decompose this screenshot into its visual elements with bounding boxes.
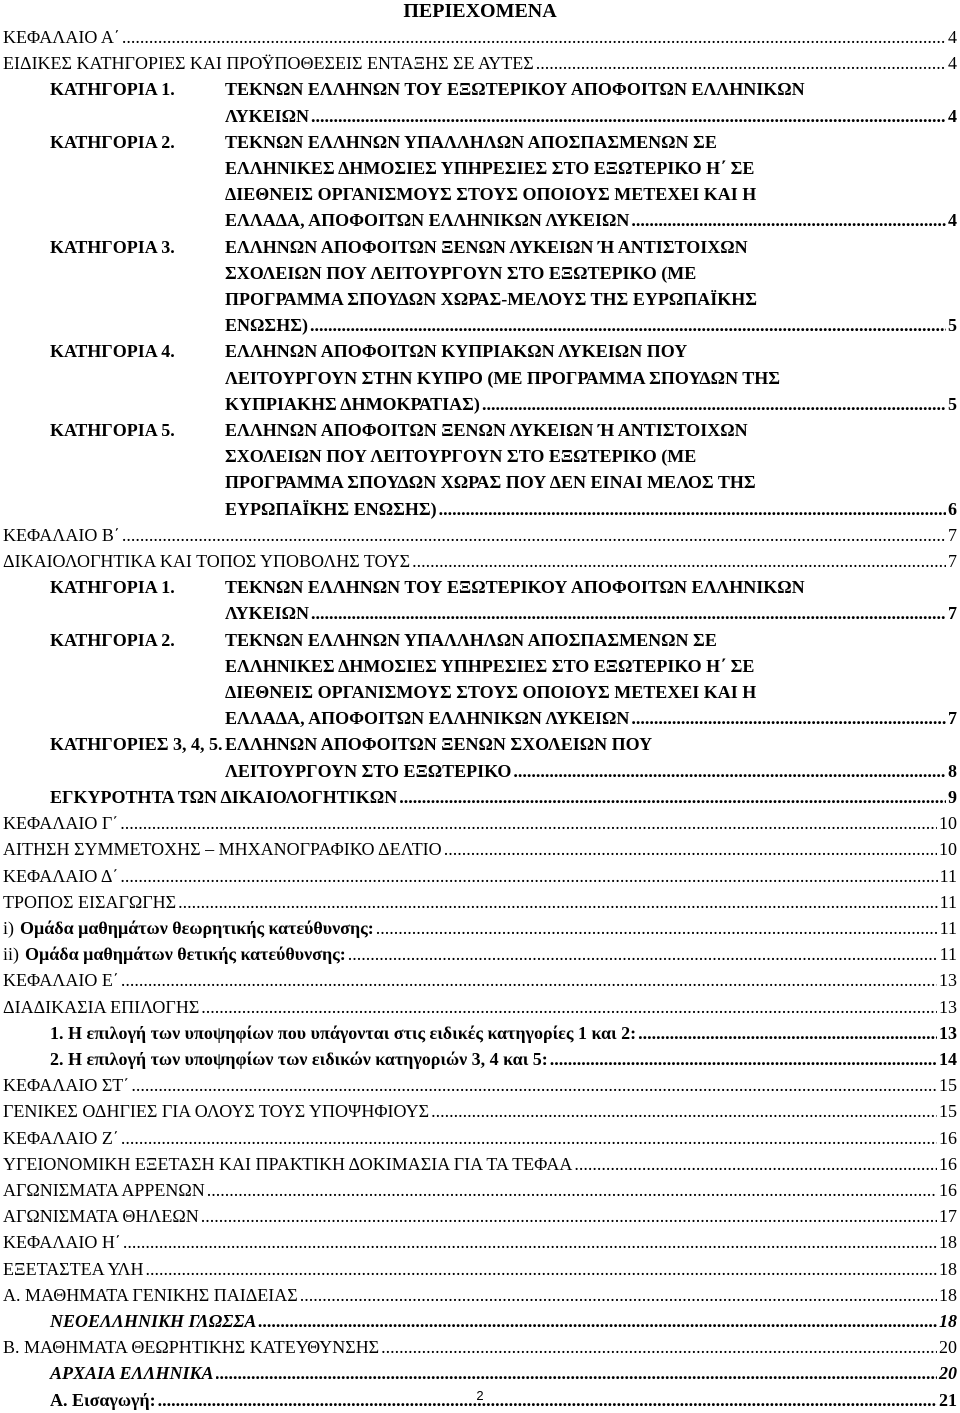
toc-entry-text: ΕΛΛΗΝΩΝ ΑΠΟΦΟΙΤΩΝ ΚΥΠΡΙΑΚΩΝ ΛΥΚΕΙΩΝ ΠΟΥ <box>225 341 688 362</box>
toc-entry-text: ΕΙΔΙΚΕΣ ΚΑΤΗΓΟΡΙΕΣ ΚΑΙ ΠΡΟΫΠΟΘΕΣΕΙΣ ΕΝΤΑΞΗΣ ΣΕ ΑΥΤΕΣ <box>3 53 534 74</box>
toc-entry[interactable] <box>3 810 957 836</box>
toc-page-number: 18 <box>939 1232 957 1253</box>
toc-page-number: 15 <box>939 1101 957 1122</box>
toc-leader-dots <box>300 1282 937 1308</box>
toc-entry-text: ΚΕΦΑΛΑΙΟ Β΄ <box>3 524 120 545</box>
toc-leader-dots <box>121 967 937 993</box>
toc-page-number: 11 <box>939 944 957 965</box>
toc-entry[interactable] <box>3 1334 957 1360</box>
toc-page-number: 7 <box>948 551 957 572</box>
toc-page-number: 10 <box>939 839 957 860</box>
toc-page-number: 5 <box>948 315 957 336</box>
toc-leader-dots <box>201 1203 937 1229</box>
toc-entry[interactable] <box>3 1256 957 1282</box>
toc-entry-text: 1. Η επιλογή των υποψηφίων που υπάγονται στις ειδικές κατηγορίες 1 και 2: <box>50 1022 637 1043</box>
toc-leader-dots <box>513 758 946 784</box>
toc-leader-dots <box>122 24 946 50</box>
toc-page-number: 14 <box>939 1048 957 1069</box>
page-number: 2 <box>476 1388 484 1403</box>
toc-entry[interactable] <box>3 941 957 967</box>
toc-entry-text: ΕΛΛΗΝΩΝ ΑΠΟΦΟΙΤΩΝ ΞΕΝΩΝ ΛΥΚΕΙΩΝ Ή ΑΝΤΙΣΤΟΙΧΩΝ <box>225 236 748 257</box>
toc-leader-dots <box>399 784 946 810</box>
toc-entry-text: Β. ΜΑΘΗΜΑΤΑ ΘΕΩΡΗΤΙΚΗΣ ΚΑΤΕΥΘΥΝΣΗΣ <box>3 1337 380 1358</box>
toc-leader-dots <box>121 1125 937 1151</box>
toc-entry-text: ΕΝΩΣΗΣ) <box>225 315 308 336</box>
toc-page-number: 16 <box>939 1127 957 1148</box>
toc-entry-text: ΑΓΩΝΙΣΜΑΤΑ ΘΗΛΕΩΝ <box>3 1206 199 1227</box>
toc-entry-prefix: i) <box>3 917 14 938</box>
toc-page-number: 6 <box>948 498 957 519</box>
toc-entry-prefix: ΚΑΤΗΓΟΡΙΑ 1. <box>50 79 175 100</box>
toc-entry-text: ΤΕΚΝΩΝ ΕΛΛΗΝΩΝ ΥΠΑΛΛΗΛΩΝ ΑΠΟΣΠΑΣΜΕΝΩΝ ΣΕ <box>225 629 717 650</box>
toc-leader-dots <box>348 941 938 967</box>
toc-page-number: 13 <box>939 1022 957 1043</box>
toc-entry-text: ΕΛΛΗΝΩΝ ΑΠΟΦΟΙΤΩΝ ΞΕΝΩΝ ΣΧΟΛΕΙΩΝ ΠΟΥ <box>225 734 653 755</box>
toc-entry-text: ΚΕΦΑΛΑΙΟ Γ΄ <box>3 813 119 834</box>
toc-entry-text: ΤΕΚΝΩΝ ΕΛΛΗΝΩΝ ΤΟΥ ΕΞΩΤΕΡΙΚΟΥ ΑΠΟΦΟΙΤΩΝ ΕΛΛΗΝΙΚΩΝ <box>225 577 805 598</box>
toc-entry-text: ΛΕΙΤΟΥΡΓΟΥΝ ΣΤΗΝ ΚΥΠΡΟ (ΜΕ ΠΡΟΓΡΑΜΜΑ ΣΠΟΥΔΩΝ ΤΗΣ <box>225 367 781 388</box>
toc-entry-prefix: ΚΑΤΗΓΟΡΙΑ 1. <box>50 577 175 598</box>
toc-entry[interactable] <box>3 1282 957 1308</box>
toc-entry-text: ΔΙΕΘΝΕΙΣ ΟΡΓΑΝΙΣΜΟΥΣ ΣΤΟΥΣ ΟΠΟΙΟΥΣ ΜΕΤΕΧΕΙ ΚΑΙ Η <box>225 184 757 205</box>
toc-entry[interactable] <box>3 1360 957 1386</box>
toc-leader-dots <box>431 1098 937 1124</box>
toc-leader-dots <box>638 1020 937 1046</box>
toc-entry-text: ΣΧΟΛΕΙΩΝ ΠΟΥ ΛΕΙΤΟΥΡΓΟΥΝ ΣΤΟ ΕΞΩΤΕΡΙΚΟ (ΜΕ <box>225 262 697 283</box>
toc-page-number: 13 <box>939 996 957 1017</box>
toc-entry[interactable] <box>3 417 957 522</box>
toc-leader-dots <box>376 915 938 941</box>
toc-entry-text: ΑΙΤΗΣΗ ΣΥΜΜΕΤΟΧΗΣ – ΜΗΧΑΝΟΓΡΑΦΙΚΟ ΔΕΛΤΙΟ <box>3 839 442 860</box>
toc-entry-text: ΝΕΟΕΛΛΗΝΙΚΗ ΓΛΩΣΣΑ <box>50 1310 257 1331</box>
toc-leader-dots <box>311 103 946 129</box>
toc-leader-dots <box>201 994 937 1020</box>
toc-entry[interactable] <box>3 627 957 732</box>
toc-entry[interactable] <box>3 784 957 810</box>
toc-entry[interactable] <box>3 1151 957 1177</box>
toc-entry-text: ΚΕΦΑΛΑΙΟ Δ΄ <box>3 865 119 886</box>
toc-entry-text: ΠΡΟΓΡΑΜΜΑ ΣΠΟΥΔΩΝ ΧΩΡΑΣ-ΜΕΛΟΥΣ ΤΗΣ ΕΥΡΩΠΑΪΚΗΣ <box>225 289 758 310</box>
toc-leader-dots <box>131 1072 937 1098</box>
toc-page-number: 4 <box>948 27 957 47</box>
toc-leader-dots <box>120 810 937 836</box>
toc-page-number: 8 <box>948 760 957 781</box>
toc-entry[interactable] <box>3 338 957 417</box>
toc-entry-text: ΚΕΦΑΛΑΙΟ ΣΤ΄ <box>3 1075 130 1096</box>
toc-page-number: 16 <box>939 1179 957 1200</box>
toc-entry-text: ΑΡΧΑΙΑ ΕΛΛΗΝΙΚΑ <box>50 1363 214 1384</box>
toc-entry-text: ΛΥΚΕΙΩΝ <box>225 105 310 126</box>
toc-page-number: 7 <box>948 708 957 729</box>
page-title: ΠΕΡΙΕΧΟΜΕΝΑ <box>403 0 557 22</box>
toc-entry-text: ΔΙΕΘΝΕΙΣ ΟΡΓΑΝΙΣΜΟΥΣ ΣΤΟΥΣ ΟΠΟΙΟΥΣ ΜΕΤΕΧΕΙ ΚΑΙ Η <box>225 682 757 703</box>
toc-entry-prefix: ii) <box>3 944 19 965</box>
toc-entry[interactable] <box>3 889 957 915</box>
toc-page-number: 13 <box>939 970 957 991</box>
toc-entry-text: 2. Η επιλογή των υποψηφίων των ειδικών κατηγοριών 3, 4 και 5: <box>50 1048 548 1069</box>
toc-page-number: 7 <box>948 524 957 545</box>
toc-entry[interactable] <box>3 1098 957 1124</box>
toc-leader-dots <box>122 522 946 548</box>
toc-entry[interactable] <box>3 863 957 889</box>
toc-entry[interactable] <box>3 234 957 339</box>
toc-leader-dots <box>146 1256 937 1282</box>
toc-leader-dots <box>311 600 946 626</box>
toc-entry-text: ΚΕΦΑΛΑΙΟ Ε΄ <box>3 970 119 991</box>
toc-entry-text: ΔΙΚΑΙΟΛΟΓΗΤΙΚΑ ΚΑΙ ΤΟΠΟΣ ΥΠΟΒΟΛΗΣ ΤΟΥΣ <box>3 551 411 572</box>
toc-entry-text: ΕΛΛΗΝΙΚΕΣ ΔΗΜΟΣΙΕΣ ΥΠΗΡΕΣΙΕΣ ΣΤΟ ΕΞΩΤΕΡΙΚΟ Η΄ ΣΕ <box>225 655 755 676</box>
toc-entry[interactable] <box>3 1072 957 1098</box>
toc-entry-text: ΕΛΛΗΝΩΝ ΑΠΟΦΟΙΤΩΝ ΞΕΝΩΝ ΛΥΚΕΙΩΝ Ή ΑΝΤΙΣΤΟΙΧΩΝ <box>225 420 748 441</box>
toc-leader-dots <box>574 1151 937 1177</box>
toc-leader-dots <box>536 50 946 76</box>
toc-entry[interactable] <box>3 967 957 993</box>
toc-entry-text: ΕΛΛΗΝΙΚΕΣ ΔΗΜΟΣΙΕΣ ΥΠΗΡΕΣΙΕΣ ΣΤΟ ΕΞΩΤΕΡΙΚΟ Η΄ ΣΕ <box>225 158 755 179</box>
toc-entry-text: ΣΧΟΛΕΙΩΝ ΠΟΥ ΛΕΙΤΟΥΡΓΟΥΝ ΣΤΟ ΕΞΩΤΕΡΙΚΟ (ΜΕ <box>225 446 697 467</box>
toc-entry-text: ΛΕΙΤΟΥΡΓΟΥΝ ΣΤΟ ΕΞΩΤΕΡΙΚΟ <box>225 760 512 781</box>
table-of-contents <box>3 24 957 1413</box>
toc-page-number: 5 <box>948 393 957 414</box>
toc-entry[interactable] <box>3 574 957 626</box>
toc-entry[interactable] <box>3 50 957 76</box>
toc-entry[interactable] <box>3 1308 957 1334</box>
toc-entry-text: ΤΕΚΝΩΝ ΕΛΛΗΝΩΝ ΥΠΑΛΛΗΛΩΝ ΑΠΟΣΠΑΣΜΕΝΩΝ ΣΕ <box>225 131 717 152</box>
toc-entry-text: ΚΕΦΑΛΑΙΟ Η΄ <box>3 1232 121 1253</box>
toc-entry-text: ΚΕΦΑΛΑΙΟ Α΄ <box>3 27 120 47</box>
toc-entry[interactable] <box>3 129 957 234</box>
toc-entry[interactable] <box>3 994 957 1020</box>
toc-entry-text: ΠΡΟΓΡΑΜΜΑ ΣΠΟΥΔΩΝ ΧΩΡΑΣ ΠΟΥ ΔΕΝ ΕΙΝΑΙ ΜΕΛΟΣ ΤΗΣ <box>225 472 756 493</box>
toc-entry-text: ΔΙΑΔΙΚΑΣΙΑ ΕΠΙΛΟΓΗΣ <box>3 996 200 1017</box>
toc-entry-prefix: ΚΑΤΗΓΟΡΙΑ 3. <box>50 236 175 257</box>
toc-entry-prefix: ΚΑΤΗΓΟΡΙΑ 4. <box>50 341 175 362</box>
toc-entry[interactable] <box>3 1177 957 1203</box>
toc-page-number: 15 <box>939 1075 957 1096</box>
toc-leader-dots <box>439 496 946 522</box>
toc-entry-text: ΑΓΩΝΙΣΜΑΤΑ ΑΡΡΕΝΩΝ <box>3 1179 205 1200</box>
toc-leader-dots <box>120 863 937 889</box>
toc-leader-dots <box>207 1177 937 1203</box>
toc-entry-text: ΕΛΛΑΔΑ, ΑΠΟΦΟΙΤΩΝ ΕΛΛΗΝΙΚΩΝ ΛΥΚΕΙΩΝ <box>225 210 630 231</box>
toc-page-number: 4 <box>948 210 957 231</box>
toc-entry[interactable] <box>3 836 957 862</box>
toc-entry[interactable] <box>3 1125 957 1151</box>
toc-leader-dots <box>631 207 946 233</box>
toc-page-number: 10 <box>939 813 957 834</box>
toc-entry-text: ΕΛΛΑΔΑ, ΑΠΟΦΟΙΤΩΝ ΕΛΛΗΝΙΚΩΝ ΛΥΚΕΙΩΝ <box>225 708 630 729</box>
toc-entry-text: Α. Εισαγωγή: <box>50 1389 156 1410</box>
toc-entry-text: ΚΕΦΑΛΑΙΟ Ζ΄ <box>3 1127 119 1148</box>
toc-page-number: 16 <box>939 1153 957 1174</box>
toc-page-number: 4 <box>948 53 957 74</box>
toc-entry-text: ΤΕΚΝΩΝ ΕΛΛΗΝΩΝ ΤΟΥ ΕΞΩΤΕΡΙΚΟΥ ΑΠΟΦΟΙΤΩΝ ΕΛΛΗΝΙΚΩΝ <box>225 79 805 100</box>
toc-entry-text: ΕΞΕΤΑΣΤΕΑ ΥΛΗ <box>3 1258 144 1279</box>
toc-entry-text: ΓΕΝΙΚΕΣ ΟΔΗΓΙΕΣ ΓΙΑ ΟΛΟΥΣ ΤΟΥΣ ΥΠΟΨΗΦΙΟΥΣ <box>3 1101 430 1122</box>
toc-leader-dots <box>216 1360 937 1386</box>
toc-entry-text: Ομάδα μαθημάτων θετικής κατεύθυνσης: <box>25 944 346 965</box>
toc-entry[interactable] <box>3 548 957 574</box>
toc-page-number: 20 <box>939 1363 957 1384</box>
toc-leader-dots <box>482 391 946 417</box>
toc-page-number: 18 <box>939 1284 957 1305</box>
toc-page-number: 21 <box>939 1389 957 1410</box>
toc-leader-dots <box>178 889 938 915</box>
toc-page-number: 18 <box>939 1258 957 1279</box>
toc-page-number: 9 <box>948 786 957 807</box>
toc-entry-text: ΤΡΟΠΟΣ ΕΙΣΑΓΩΓΗΣ <box>3 891 177 912</box>
toc-page-number: 11 <box>939 865 957 886</box>
toc-entry-prefix: ΚΑΤΗΓΟΡΙΑ 5. <box>50 420 175 441</box>
toc-leader-dots <box>310 312 946 338</box>
toc-entry[interactable] <box>3 1046 957 1072</box>
toc-page-number: 20 <box>939 1337 957 1358</box>
toc-entry[interactable] <box>3 76 957 128</box>
toc-entry-text: ΕΥΡΩΠΑΪΚΗΣ ΕΝΩΣΗΣ) <box>225 498 437 519</box>
toc-page-number: 11 <box>939 917 957 938</box>
toc-page-number: 11 <box>939 891 957 912</box>
toc-entry-text: ΛΥΚΕΙΩΝ <box>225 603 310 624</box>
toc-page-number: 17 <box>939 1206 957 1227</box>
toc-leader-dots <box>381 1334 937 1360</box>
toc-entry-text: Ομάδα μαθημάτων θεωρητικής κατεύθυνσης: <box>20 917 374 938</box>
toc-leader-dots <box>550 1046 937 1072</box>
toc-leader-dots <box>631 705 946 731</box>
toc-entry-text: ΚΥΠΡΙΑΚΗΣ ΔΗΜΟΚΡΑΤΙΑΣ) <box>225 393 480 414</box>
toc-leader-dots <box>258 1308 937 1334</box>
toc-entry-prefix: ΚΑΤΗΓΟΡΙΑ 2. <box>50 131 175 152</box>
toc-entry-prefix: ΚΑΤΗΓΟΡΙΕΣ 3, 4, 5. <box>50 734 223 755</box>
toc-entry[interactable] <box>3 24 957 50</box>
toc-entry[interactable] <box>3 1020 957 1046</box>
toc-entry-text: ΥΓΕΙΟΝΟΜΙΚΗ ΕΞΕΤΑΣΗ ΚΑΙ ΠΡΑΚΤΙΚΗ ΔΟΚΙΜΑΣΙΑ ΓΙΑ ΤΑ ΤΕΦΑΑ <box>3 1153 573 1174</box>
toc-entry[interactable] <box>3 731 957 783</box>
toc-leader-dots <box>444 836 937 862</box>
toc-entry-text: ΕΓΚΥΡΟΤΗΤΑ ΤΩΝ ΔΙΚΑΙΟΛΟΓΗΤΙΚΩΝ <box>50 786 398 807</box>
toc-page-number: 4 <box>948 105 957 126</box>
toc-leader-dots <box>412 548 946 574</box>
toc-entry[interactable] <box>3 1229 957 1255</box>
toc-leader-dots <box>123 1229 937 1255</box>
toc-page-number: 18 <box>939 1310 957 1331</box>
toc-entry[interactable] <box>3 522 957 548</box>
toc-entry[interactable] <box>3 915 957 941</box>
toc-page-number: 7 <box>948 603 957 624</box>
toc-entry-text: Α. ΜΑΘΗΜΑΤΑ ΓΕΝΙΚΗΣ ΠΑΙΔΕΙΑΣ <box>3 1284 298 1305</box>
toc-entry[interactable] <box>3 1203 957 1229</box>
toc-entry-prefix: ΚΑΤΗΓΟΡΙΑ 2. <box>50 629 175 650</box>
